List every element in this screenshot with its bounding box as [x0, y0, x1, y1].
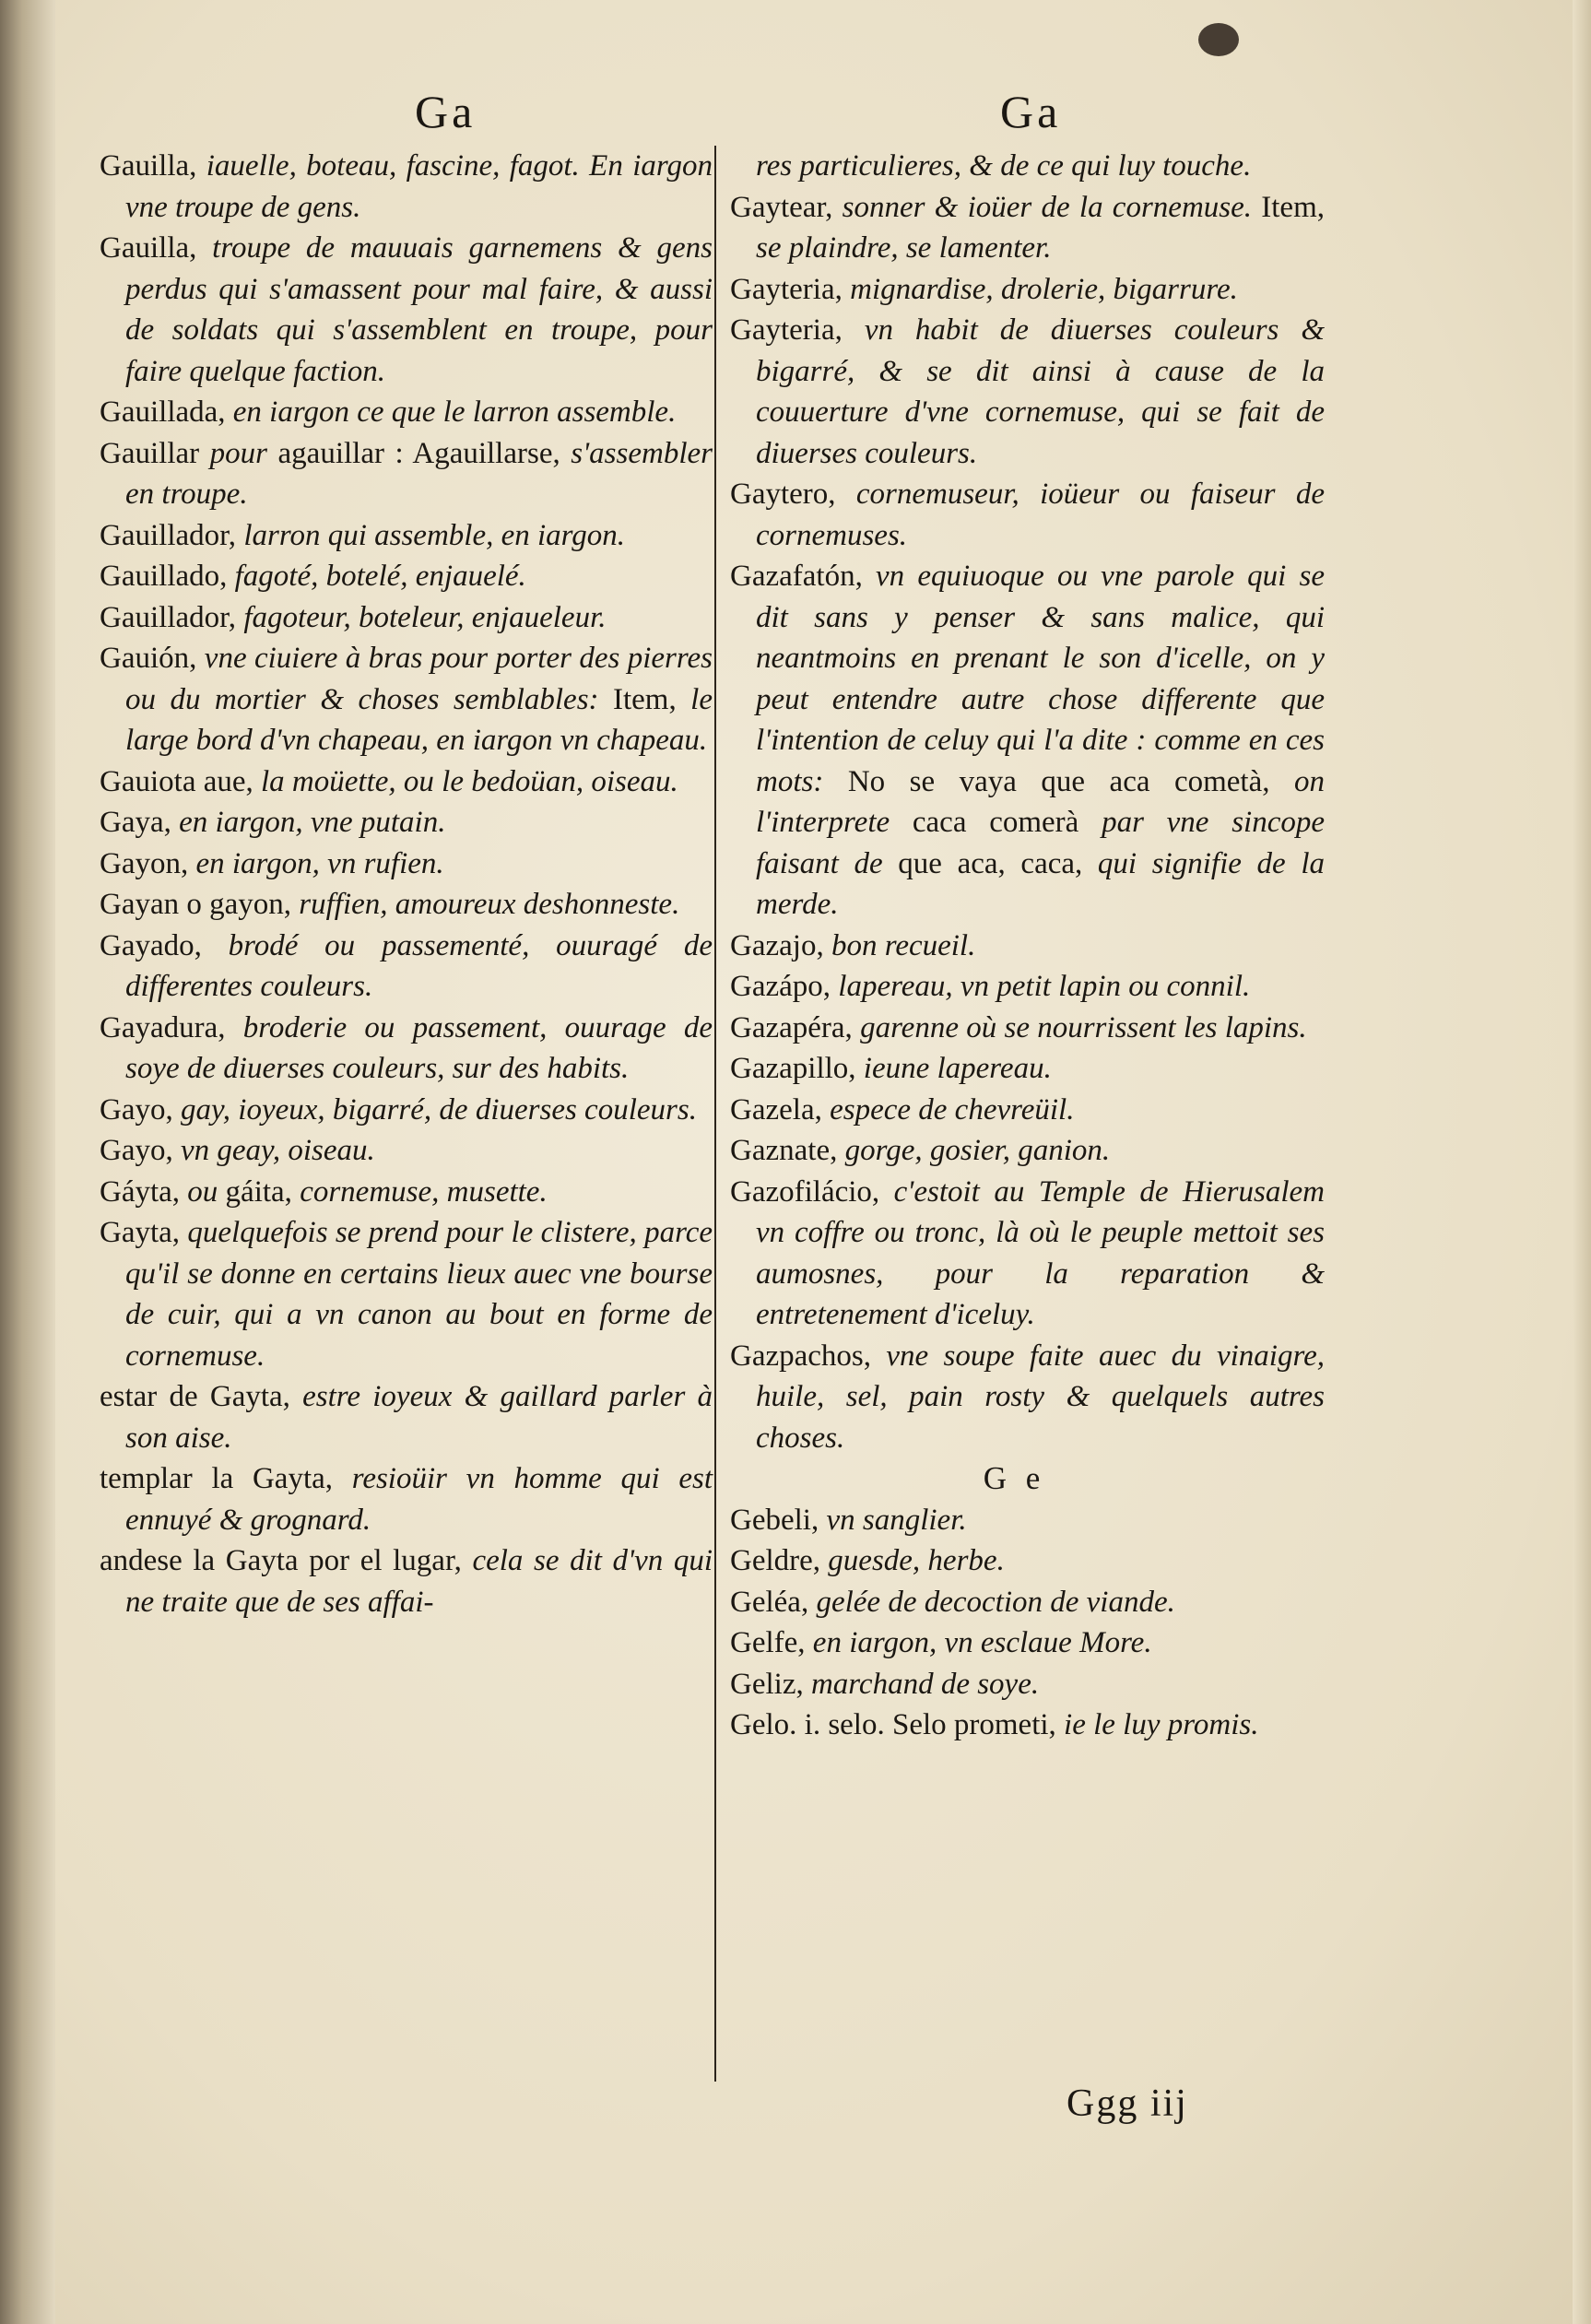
entry-definition: cela se dit d'vn qui ne traite que de ses affai- [125, 1544, 713, 1619]
entry-definition: garenne où se nourrissent les lapins. [860, 1010, 1307, 1044]
column-divider [714, 146, 716, 2082]
entry-definition: cornemuseur, ioüeur ou faiseur de cornemuses. [756, 478, 1325, 552]
entry-definition: gorge, gosier, ganion. [844, 1134, 1111, 1167]
running-head-right: Ga [1000, 86, 1062, 137]
dictionary-entry [100, 556, 713, 597]
book-gutter [0, 0, 55, 2324]
dictionary-entry [100, 843, 713, 885]
entry-definition: troupe de mauuais garnemens & gens perdus qui s'amassent pour mal faire, & aussi de soldats qui s'assemblent en troupe, pour faire quelque faction. [125, 231, 713, 388]
entry-definition: fagoté, botelé, enjauelé. [234, 560, 526, 593]
entry-headword: andese la Gayta por el lugar, [100, 1544, 473, 1577]
dictionary-entry [100, 802, 713, 843]
dictionary-entry [730, 556, 1325, 926]
entry-headword: Geléa, [730, 1585, 817, 1619]
entry-definition: ou [187, 1174, 226, 1209]
entry-definition: en iargon, vne putain. [179, 806, 446, 839]
entry-headword: Gebeli, [730, 1503, 827, 1537]
page-edge [1573, 0, 1591, 2324]
dictionary-entry [100, 146, 713, 228]
dictionary-entry [730, 1664, 1325, 1705]
entry-definition: res particulieres, & de ce qui luy touche. [756, 149, 1252, 183]
dictionary-entry [730, 187, 1325, 269]
entry-headword: Gauiota aue, [100, 764, 262, 798]
dictionary-entry [100, 638, 713, 761]
dictionary-entry [730, 1705, 1325, 1746]
entry-headword: Geldre, [730, 1544, 829, 1577]
entry-definition: en iargon, vn rufien. [195, 846, 444, 880]
dictionary-entry [730, 1008, 1325, 1049]
entry-headword: Gayo, [100, 1134, 181, 1167]
entry-definition: resioüir vn homme qui est ennuyé & grognard. [125, 1462, 713, 1537]
entry-headword: Geliz, [730, 1667, 811, 1701]
dictionary-entry [730, 474, 1325, 556]
entry-definition: s'assembler en troupe. [125, 436, 713, 511]
entry-headword: Gazapéra, [730, 1010, 861, 1044]
entry-headword: Gazpachos, [730, 1339, 887, 1373]
entry-definition: marchand de soye. [810, 1667, 1040, 1701]
dictionary-entry [100, 884, 713, 926]
entry-definition: gelée de decoction de viande. [816, 1585, 1175, 1619]
dictionary-entry [100, 761, 713, 803]
entry-definition: vn habit de diuerses couleurs & bigarré, & se dit ainsi à cause de la couuerture d'vne cornemuse, qui se fait de diuerses couleurs. [756, 313, 1326, 470]
entry-definition: sonner & ioüer de la cornemuse. [842, 190, 1262, 224]
entry-definition: c'estoit au Temple de Hierusalem vn coffre ou tronc, là où le peuple mettoit ses aumosnes, pour la reparation & entretenement d'iceluy. [756, 1174, 1325, 1331]
entry-headword: Gaytear, [730, 190, 843, 224]
dictionary-entry [730, 1582, 1325, 1623]
entry-headword: estar de Gayta, [100, 1380, 303, 1413]
entry-definition: iauelle, boteau, fascine, fagot. En iargon vne troupe de gens. [125, 149, 713, 224]
running-head-left: Ga [415, 86, 477, 137]
entry-definition: vn geay, oiseau. [180, 1134, 375, 1167]
entry-definition: espece de chevreüil. [830, 1092, 1075, 1127]
dictionary-entry [730, 146, 1325, 187]
entry-definition: qui signifie de la merde. [756, 846, 1325, 921]
entry-headword: G e [983, 1460, 1046, 1496]
entry-headword: Gaytero, [730, 478, 856, 511]
dictionary-entry [100, 1540, 713, 1622]
entry-headword: Gaznate, [730, 1134, 845, 1167]
entry-headword: Gayadura, [100, 1010, 243, 1044]
entry-definition: vne soupe faite auec du vinaigre, huile, sel, pain rosty & quelquels autres choses. [756, 1339, 1325, 1455]
entry-headword: Gelo. i. selo. Selo prometi, [730, 1708, 1065, 1741]
entry-headword: Gazápo, [730, 970, 839, 1003]
entry-headword: Gauillado, [100, 560, 235, 593]
right-column [730, 146, 1325, 1746]
entry-headword: Gayan o gayon, [100, 888, 300, 921]
dictionary-entry [730, 926, 1325, 967]
dictionary-entry [730, 1622, 1325, 1664]
dictionary-entry [100, 515, 713, 557]
entry-definition: vne ciuiere à bras pour porter des pierres ou du mortier & choses semblables: [125, 642, 713, 716]
dictionary-entry [730, 1048, 1325, 1090]
dictionary-entry [100, 1090, 713, 1131]
dictionary-entry [100, 1212, 713, 1376]
entry-headword: Gazapillo, [730, 1052, 864, 1085]
entry-headword: Gáyta, [100, 1174, 188, 1209]
entry-definition: quelquefois se prend pour le clistere, parce qu'il se donne en certains lieux auec vne bourse de cuir, qui a vn canon au bout en forme de cornemuse. [125, 1216, 713, 1373]
entry-definition: brodé ou passementé, ouuragé de differentes couleurs. [125, 928, 713, 1003]
entry-definition: lapereau, vn petit lapin ou connil. [838, 970, 1251, 1003]
entry-headword: Gayon, [100, 846, 196, 880]
entry-definition: gay, ioyeux, bigarré, de diuerses couleurs. [180, 1092, 697, 1127]
entry-headword: Gauillar [100, 436, 210, 470]
entry-headword: caca comerà [912, 806, 1102, 839]
entry-definition: le large bord d'vn chapeau, en iargon vn chapeau. [125, 682, 713, 757]
entry-definition: fagoteur, boteleur, enjaueleur. [243, 600, 607, 634]
entry-definition: mignardise, drolerie, bigarrure. [850, 272, 1238, 306]
entry-definition: estre ioyeux & gaillard parler à son aise. [125, 1380, 713, 1455]
entry-headword: Gauillador, [100, 600, 244, 634]
entry-definition: pour [209, 436, 278, 470]
entry-headword: Gayta, [100, 1216, 188, 1249]
dictionary-entry [730, 1540, 1325, 1582]
entry-headword: Gayado, [100, 928, 229, 962]
entry-headword: No se vaya que aca cometà, [847, 764, 1294, 798]
entry-headword: Gazajo, [730, 928, 831, 962]
dictionary-entry [100, 926, 713, 1008]
entry-headword: Gazofilácio, [730, 1174, 894, 1209]
entry-headword: Gauión, [100, 642, 205, 675]
dictionary-entry [730, 1172, 1325, 1336]
entry-headword: Gazafatón, [730, 560, 876, 593]
entry-headword: Gayo, [100, 1092, 181, 1127]
entry-definition: vn sanglier. [826, 1503, 967, 1537]
entry-headword: Gauilla, [100, 149, 206, 183]
entry-headword: Gauillador, [100, 518, 244, 552]
dictionary-entry [730, 966, 1325, 1008]
dictionary-entry [730, 1500, 1325, 1541]
entry-headword: que aca, caca, [898, 846, 1098, 880]
ink-blot [1198, 23, 1239, 56]
dictionary-entry [730, 1090, 1325, 1131]
dictionary-entry [100, 1458, 713, 1540]
dictionary-entry [100, 1130, 713, 1172]
entry-definition: broderie ou passement, ouurage de soye de diuerses couleurs, sur des habits. [125, 1010, 713, 1085]
entry-definition: ie le luy promis. [1064, 1708, 1259, 1741]
left-column [100, 146, 713, 1622]
dictionary-entry [730, 1130, 1325, 1172]
entry-definition: bon recueil. [831, 928, 976, 962]
entry-definition: ieune lapereau. [863, 1052, 1052, 1085]
dictionary-entry [100, 433, 713, 515]
entry-headword: Gayteria, [730, 272, 851, 306]
entry-definition: par vne sincope faisant de [756, 806, 1326, 880]
entry-definition: larron qui assemble, en iargon. [243, 518, 626, 552]
dictionary-entry [100, 1376, 713, 1458]
entry-headword: Gauilla, [100, 231, 213, 265]
entry-definition: guesde, herbe. [828, 1544, 1005, 1577]
entry-definition: on l'interprete [756, 764, 1325, 839]
entry-headword: agauillar : Agauillarse, [277, 436, 572, 470]
entry-definition: la moüette, ou le bedoüan, oiseau. [261, 764, 678, 798]
entry-definition: cornemuse, musette. [300, 1174, 548, 1209]
section-heading [730, 1458, 1325, 1500]
dictionary-entry [730, 1336, 1325, 1459]
entry-headword: Gelfe, [730, 1626, 813, 1659]
dictionary-entry [100, 392, 713, 433]
entry-headword: templar la Gayta, [100, 1462, 352, 1495]
dictionary-entry [100, 228, 713, 392]
dictionary-entry [730, 310, 1325, 474]
dictionary-entry [100, 1172, 713, 1213]
entry-definition: se plaindre, se lamenter. [756, 231, 1052, 265]
entry-headword: Gazela, [730, 1092, 831, 1127]
dictionary-entry [730, 269, 1325, 311]
entry-definition: en iargon, vn esclaue More. [812, 1626, 1152, 1659]
signature-mark: Ggg iij [1067, 2082, 1188, 2125]
entry-headword: gáita, [225, 1174, 301, 1209]
entry-definition: ruffien, amoureux deshonneste. [299, 888, 680, 921]
dictionary-entry [100, 597, 713, 639]
entry-definition: en iargon ce que le larron assemble. [232, 395, 677, 429]
entry-headword: Item, [612, 682, 691, 716]
entry-headword: Item, [1261, 190, 1325, 224]
entry-headword: Gayteria, [730, 313, 865, 347]
dictionary-entry [100, 1008, 713, 1090]
entry-headword: Gaya, [100, 806, 180, 839]
entry-definition: vn equiuoque ou vne parole qui se dit sans y penser & sans malice, qui neantmoins en prenant le son d'icelle, on y peut entendre autre chose differente que l'intention de celuy qui l'a dite : comme en ces mots: [756, 560, 1325, 798]
entry-headword: Gauillada, [100, 395, 233, 429]
